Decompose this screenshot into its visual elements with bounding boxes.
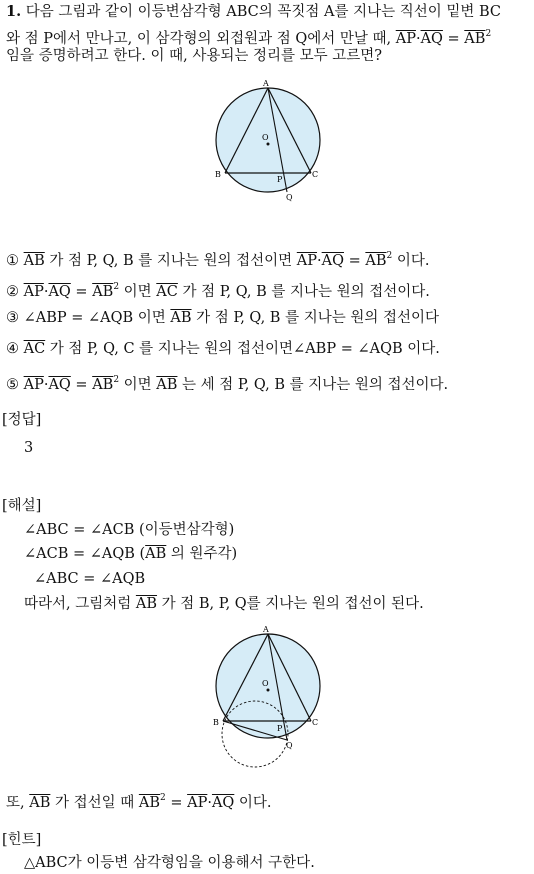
hint-text: △ABC가 이등변 삼각형임을 이용해서 구한다. <box>24 855 315 871</box>
segment-ab: $\overline{AB}$ <box>464 31 486 47</box>
label-o: O <box>262 679 269 688</box>
label-a: A <box>263 625 269 634</box>
explanation-line-2: ∠ACB = ∠AQB ($\overline{AB}$ 의 원주각) <box>24 546 238 562</box>
question-line-3 <box>6 46 382 66</box>
center-point <box>267 689 270 692</box>
explanation-line-1: ∠ABC = ∠ACB (이등변삼각형) <box>24 522 235 538</box>
label-q: Q <box>286 193 293 202</box>
figure-2 <box>205 624 335 768</box>
question-number: 1. <box>6 3 22 20</box>
label-p: P <box>277 724 283 733</box>
option-3: ③ ∠ABP = ∠AQB 이면 $\overline{AB}$ 가 점 P, Q, B 를 지나는 원의 접선이다 <box>6 310 439 326</box>
option-1: ① $\overline{AB}$ 가 점 P, Q, B 를 지나는 원의 접선이면 $\overline{AP}\cdot\overline{AQ} = \overline{AB}^2$ 이다. <box>6 251 430 269</box>
option-5: ⑤ $\overline{AP}\cdot\overline{AQ} = \overline{AB}^2$ 이면 $\overline{AB}$ 는 세 점 P, Q, B 를 지나는 원의 접선이다. <box>6 375 449 393</box>
label-p: P <box>277 175 283 184</box>
explanation-line-3: ∠ABC = ∠AQB <box>34 571 146 587</box>
question-line-2: 와 점 P에서 만나고, 이 삼각형의 외접원과 점 Q에서 만날 때, $\overline{AP}\cdot\overline{AQ} = \overline{AB}^2$ <box>6 29 492 47</box>
label-b: B <box>215 170 221 179</box>
label-a: A <box>263 79 269 88</box>
center-point <box>267 143 270 146</box>
answer-label: [정답] <box>2 412 42 428</box>
figure-1 <box>205 78 335 206</box>
label-q: Q <box>286 741 293 750</box>
explanation-line-4: 따라서, 그림처럼 $\overline{AB}$ 가 점 B, P, Q를 지나는 원의 접선이 된다. <box>24 596 424 612</box>
option-4: ④ $\overline{AC}$ 가 점 P, Q, C 를 지나는 원의 접선이면∠ABP = ∠AQB 이다. <box>6 341 440 357</box>
segment-aq: $\overline{AQ}$ <box>420 31 443 47</box>
question-text-3: 임을 증명하려고 한다. 이 때, 사용되는 정리를 모두 고르면? <box>6 48 383 64</box>
label-c: C <box>312 718 319 727</box>
label-o: O <box>262 133 269 142</box>
question-text-1: 다음 그림과 같이 이등변삼각형 ABC의 꼭짓점 A를 지나는 직선이 밑변 BC <box>25 4 502 20</box>
hint-label: [힌트] <box>2 832 42 848</box>
segment-ap: $\overline{AP}$ <box>395 31 416 47</box>
explanation-line-5: 또, $\overline{AB}$ 가 접선일 때 $\overline{AB}^2 = \overline{AP}\cdot\overline{AQ}$ 이다. <box>6 793 272 811</box>
explanation-label: [해설] <box>2 498 42 514</box>
question-text-2: 와 점 P에서 만나고, 이 삼각형의 외접원과 점 Q에서 만날 때, <box>6 31 392 47</box>
answer-value: 3 <box>24 440 34 456</box>
option-2: ② $\overline{AP}\cdot\overline{AQ} = \overline{AB}^2$ 이면 $\overline{AC}$ 가 점 P, Q, B 를 지나는 원의 접선이다. <box>6 282 430 300</box>
arc-ab: $\overline{AB}$ <box>145 546 167 562</box>
label-c: C <box>312 170 319 179</box>
label-b: B <box>213 718 219 727</box>
question-line-1 <box>6 2 501 22</box>
